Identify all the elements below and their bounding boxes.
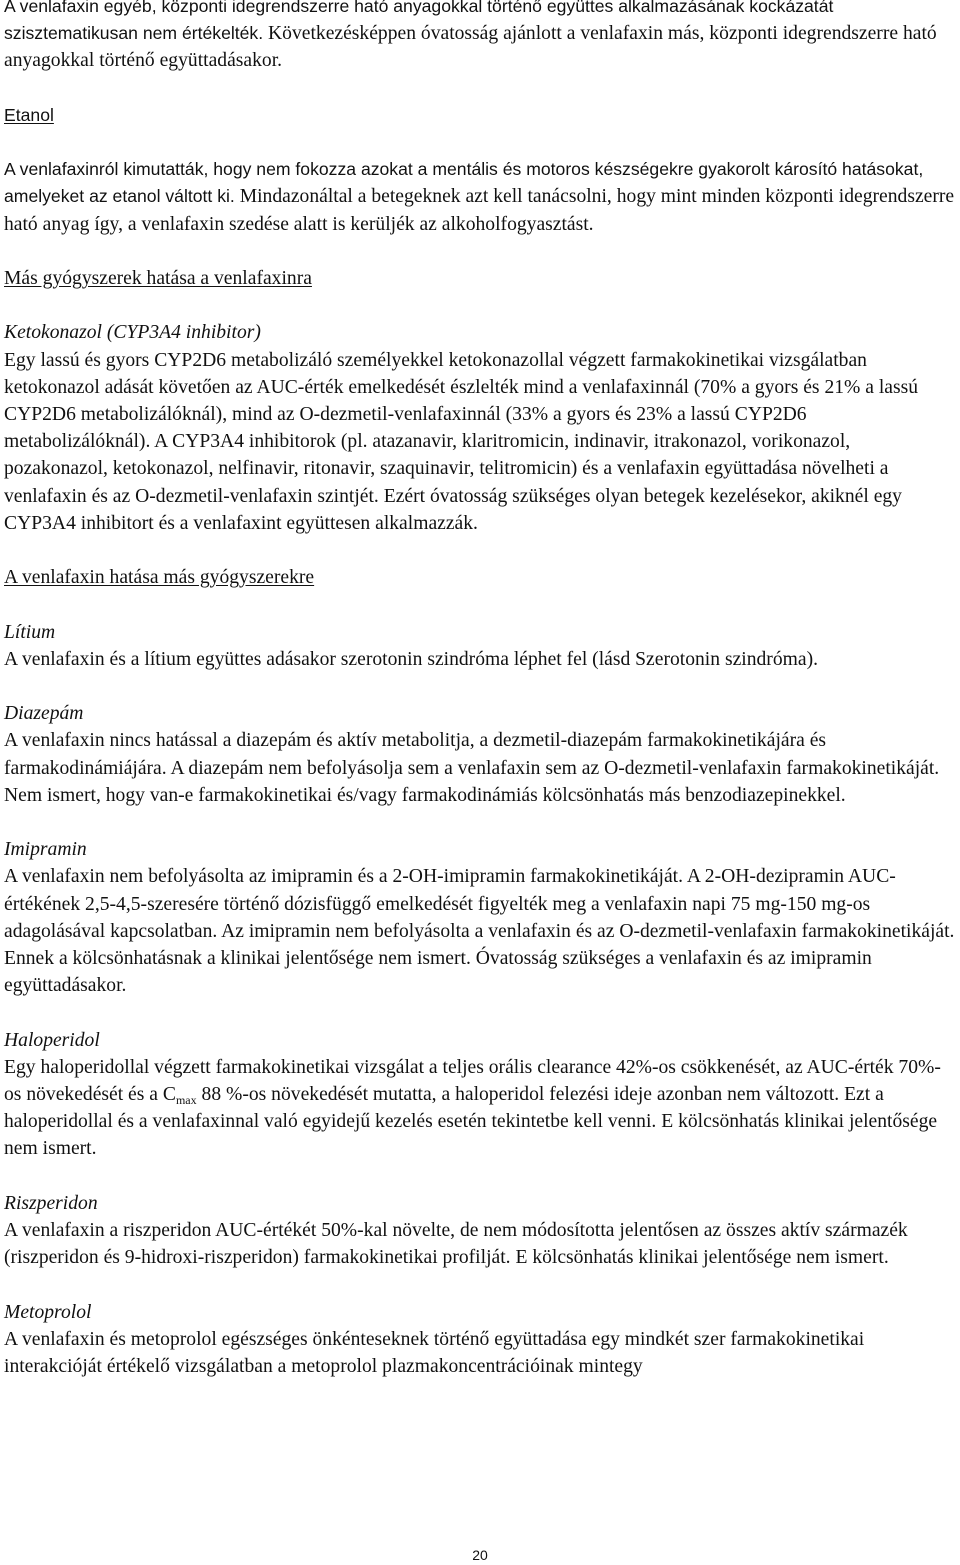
diazepam-paragraph: A venlafaxin nincs hatással a diazepám és aktív metabolitja, a dezmetil-diazepám farmakokinetikájára és farmakodinámiájára. A diazepám nem befolyásolja sem a venlafaxin sem az O-dezmetil-venlafaxin farmakokinetikáját. Nem ismert, hogy van-e farmakokinetikai és/vagy farmakodinámiás kölcsönhatás más benzodiazepinekkel. <box>4 730 940 806</box>
etanol-paragraph <box>4 156 956 238</box>
ketokonazol-heading: Ketokonazol (CYP3A4 inhibitor) <box>4 322 261 344</box>
haloperidol-text-a: Egy haloperidollal végzett farmakokinetikai vizsgálat a teljes orális clearance 42%-os csökkenését, az AUC-érték 70%-os növekedését és a C <box>4 1056 941 1105</box>
riszperidon-heading: Riszperidon <box>4 1192 98 1214</box>
litium-heading: Lítium <box>4 621 56 643</box>
effect-on-others-heading: A venlafaxin hatása más gyógyszerekre <box>4 567 315 589</box>
riszperidon-paragraph: A venlafaxin a riszperidon AUC-értékét 50%-kal növelte, de nem módosította jelentősen az összes aktív származék (riszperidon és 9-hidroxi-riszperidon) farmakokinetikai profilját. E kölcsönhatás klinikai jelentősége nem ismert. <box>4 1219 908 1269</box>
etanol-sentence-2: Mindazonáltal a betegeknek azt kell tanácsolni, hogy mint minden központi idegrendszerre ható anyag így, a venlafaxin szedése alatt is kerüljék az alkoholfogyasztást. <box>4 186 955 235</box>
metoprolol-paragraph: A venlafaxin és metoprolol egészséges önkénteseknek történő együttadása egy mindkét szer farmakokinetikai interakcióját értékelő vizsgálatban a metoprolol plazmakoncentrációinak mintegy <box>4 1328 865 1377</box>
litium-paragraph: A venlafaxin és a lítium együttes adásakor szerotonin szindróma léphet fel (lásd Szerotonin szindróma). <box>4 648 818 670</box>
page-number: 20 <box>472 1547 488 1563</box>
document-page <box>4 0 956 1380</box>
cmax-subscript: max <box>175 1092 197 1107</box>
haloperidol-paragraph <box>4 1054 956 1163</box>
etanol-heading: Etanol <box>4 104 54 125</box>
intro-sentence-2: Következésképpen óvatosság ajánlott a venlafaxin más, központi idegrendszerre ható anyagokkal történő együttadásakor. <box>4 23 937 72</box>
diazepam-heading: Diazepám <box>4 703 84 725</box>
ketokonazol-paragraph: Egy lassú és gyors CYP2D6 metabolizáló személyekkel ketokonazollal végzett farmakokinetikai vizsgálatban ketokonazol adását követően az AUC-érték emelkedését észlelték mind a venlafaxinnál (70% a gyors és 21% a lassú CYP2D6 metabolizálóknál), mind az O-dezmetil-venlafaxinnál (33% a gyors és 23% a lassú CYP2D6 metabolizálóknál). A CYP3A4 inhibitorok (pl. atazanavir, klaritromicin, indinavir, itrakonazol, vorikonazol, pozakonazol, ketokonazol, nelfinavir, ritonavir, szaquinavir, telitromicin) és a venlafaxin együttadása növelheti a venlafaxin és az O-dezmetil-venlafaxin szintjét. Ezért óvatosság szükséges olyan betegek kezelésekor, akiknél egy CYP3A4 inhibitort és a venlafaxint együttesen alkalmazzák. <box>4 349 919 534</box>
intro-paragraph <box>4 0 956 75</box>
other-drugs-heading: Más gyógyszerek hatása a venlafaxinra <box>4 267 312 289</box>
imipramin-heading: Imipramin <box>4 839 87 861</box>
haloperidol-heading: Haloperidol <box>4 1029 100 1051</box>
etanol-sentence-1: A venlafaxinról kimutatták, hogy nem fokozza azokat a mentális és motoros készségekre gyakorolt károsító hatásokat, amelyeket az etanol váltott ki. <box>4 159 924 207</box>
haloperidol-text-b: 88 %-os növekedését mutatta, a haloperidol felezési ideje azonban nem változott. Ezt a haloperidollal és a venlafaxinnal való egyidejű kezelés esetén tekintetbe kell venni. E kölcsönhatás klinikai jelentősége nem ismert. <box>4 1083 938 1160</box>
imipramin-paragraph: A venlafaxin nem befolyásolta az imipramin és a 2-OH-imipramin farmakokinetikáját. A 2-OH-dezipramin AUC-értékének 2,5-4,5-szeresére történő dózisfüggő emelkedését figyelték meg a venlafaxin napi 75 mg-150 mg-os adagolásával kapcsolatban. Az imipramin nem befolyásolta a venlafaxin és az O-dezmetil-venlafaxin farmakokinetikáját. Ennek a kölcsönhatásnak a klinikai jelentősége nem ismert. Óvatosság szükséges a venlafaxin és az imipramin együttadásakor. <box>4 866 955 997</box>
intro-sentence-1: A venlafaxin egyéb, központi idegrendszerre ható anyagokkal történő együttes alkalmazásának kockázatát szisztematikusan nem értékelték. <box>4 0 834 44</box>
metoprolol-heading: Metoprolol <box>4 1301 92 1323</box>
